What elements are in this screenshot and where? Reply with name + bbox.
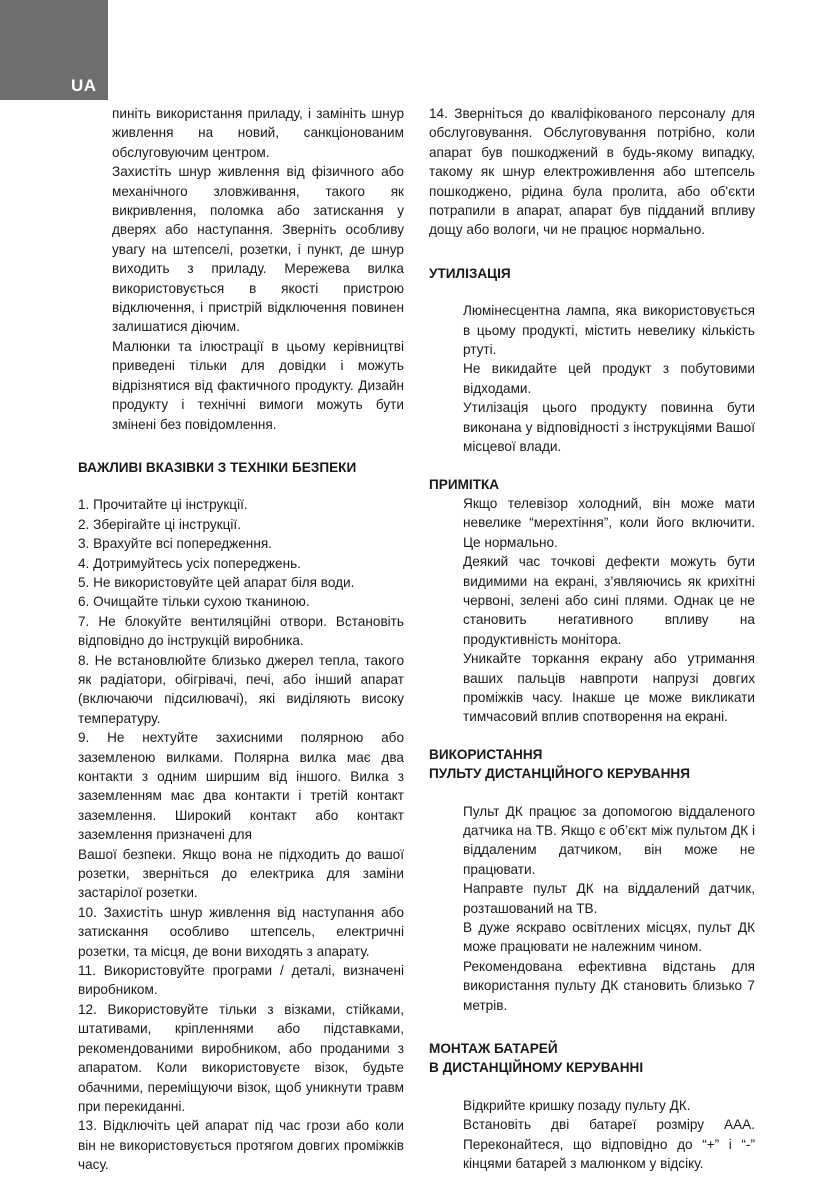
- safety-item-4: 4. Дотримуйтесь усіх попереджень.: [78, 555, 301, 571]
- intro-paragraph-2: Захистіть шнур живлення від фізичного або механічного зловживання, такого як викривлення, поломка або затискання у дверях або наступання. Зверніть особливу увагу на штепселі, розетки, і пункт, де шнур виходить з приладу. Мережева вилка використовується в якості пристрою відключення, і пристрій відключення повинен залишатися діючим.: [112, 164, 404, 335]
- remote-heading-line-2: ПУЛЬТУ ДИСТАНЦІЙНОГО КЕРУВАННЯ: [429, 766, 691, 782]
- language-tab: [0, 0, 108, 100]
- language-label: UA: [71, 76, 97, 95]
- safety-item-1: 1. Прочитайте ці інструкції.: [78, 497, 248, 513]
- safety-item-14: 14. Зверніться до кваліфікованого персоналу для обслуговування. Обслуговування потрібно, коли апарат був пошкоджений в будь-якому випадку, такому як шнур електроживлення або штепсель пошкоджено, рідина була пролита, або об'єкти потрапили в апарат, апарат був підданий впливу дощу або вологи, чи не працює нормально.: [429, 106, 755, 238]
- safety-item-7: 7. Не блокуйте вентиляційні отвори. Встановіть відповідно до інструкцій виробника.: [78, 613, 404, 649]
- remote-paragraph-3: В дуже яскраво освітлених місцях, пульт ДК може працювати не належним чином.: [463, 920, 755, 955]
- safety-item-6: 6. Очищайте тільки сухою тканиною.: [78, 594, 310, 610]
- note-paragraph-3: Уникайте торкання екрану або утримання ваших пальців навпроти напрузі довгих проміжків часу. Інакше це може викликати тимчасовий вплив спотворення на екрані.: [463, 651, 755, 725]
- remote-paragraph-4: Рекомендована ефективна відстань для використання пульту ДК становить близько 7 метрів.: [463, 958, 755, 1013]
- note-paragraph-2: Деякий час точкові дефекти можуть бути видимими на екрані, з’являючись як крихітні червоні, зелені або сині плями. Однак це не становить негативного впливу на продуктивність монітора.: [463, 554, 755, 647]
- safety-list: [78, 495, 404, 1174]
- battery-heading-line-1: МОНТАЖ БАТАРЕЙ: [429, 1041, 558, 1057]
- intro-paragraph-1: пиніть використання приладу, і замініть шнур живлення на новий, санкціонованим обслуговуючим центром.: [112, 106, 404, 160]
- left-column: [78, 104, 404, 1175]
- note-block: [429, 494, 755, 727]
- battery-heading-line-2: В ДИСТАНЦІЙНОМУ КЕРУВАННІ: [429, 1060, 644, 1076]
- intro-paragraph-3: Малюнки та ілюстрації в цьому керівництві приведені тільки для довідки і можуть відрізнятися від фактичного продукту. Дизайн продукту і технічні вимоги можуть бути змінені без повідомлення.: [112, 338, 404, 432]
- battery-block: [429, 1096, 755, 1174]
- disposal-paragraph-1: Люмінесцентна лампа, яка використовується в цьому продукті, містить невелику кількість ртуті.: [463, 303, 755, 358]
- note-heading: ПРИМІТКА: [429, 476, 500, 492]
- disposal-paragraph-3: Утилізація цього продукту повинна бути виконана у відповідності з інструкціями Вашої місцевої влади.: [463, 400, 755, 455]
- intro-block: [78, 104, 404, 434]
- safety-item-11: 11. Використовуйте програми / деталі, визначені виробником.: [78, 963, 404, 998]
- remote-paragraph-1: Пульт ДК працює за допомогою віддаленого датчика на ТВ. Якщо є об’єкт між пультом ДК і віддаленим датчиком, він може не працювати.: [463, 803, 755, 877]
- battery-paragraph-2: Встановіть дві батареї розміру ААА. Переконайтеся, що відповідно до “+” і “-” кінцями батарей з малюнком у відсіку.: [463, 1117, 755, 1172]
- safety-item-9: 9. Не нехтуйте захисними полярною або заземленою вилками. Полярна вилка має два контакти з одним ширшим від іншого. Вилка з заземленням має два контакти і третій контакт заземлення. Широкий контакт або контакт заземлення призначені для: [78, 730, 404, 843]
- remote-block: [429, 802, 755, 1015]
- battery-paragraph-1: Відкрийте кришку позаду пульту ДК.: [463, 1097, 691, 1113]
- disposal-paragraph-2: Не викидайте цей продукт з побутовими відходами.: [463, 361, 755, 396]
- note-paragraph-1: Якщо телевізор холодний, він може мати невелике “мерехтіння”, коли його включити. Це нормально.: [463, 495, 755, 550]
- safety-item-5: 5. Не використовуйте цей апарат біля води.: [78, 574, 355, 590]
- safety-item-9-continued: Вашої безпеки. Якщо вона не підходить до вашої розетки, зверніться до електрика для заміни застарілої розетки.: [78, 846, 404, 901]
- safety-item-2: 2. Зберігайте ці інструкції.: [78, 516, 241, 532]
- safety-item-10: 10. Захистіть шнур живлення від наступання або затискання особливо штепсель, електричні розетки, та місця, де вони виходять з апарату.: [78, 904, 404, 959]
- safety-heading: ВАЖЛИВІ ВКАЗІВКИ З ТЕХНІКИ БЕЗПЕКИ: [78, 459, 357, 475]
- disposal-heading: УТИЛІЗАЦІЯ: [429, 265, 511, 281]
- safety-item-3: 3. Врахуйте всі попередження.: [78, 536, 272, 552]
- safety-item-8: 8. Не встановлюйте близько джерел тепла, такого як радіатори, обігрівачі, печі, або інший апарат (включаючи підсилювачі), які виділяють високу температуру.: [78, 652, 404, 726]
- disposal-block: [429, 301, 755, 456]
- safety-item-13: 13. Відключіть цей апарат під час грози або коли він не використовується протягом довгих проміжків часу.: [78, 1118, 404, 1173]
- remote-heading-line-1: ВИКОРИСТАННЯ: [429, 746, 543, 762]
- safety-item-12: 12. Використовуйте тільки з візками, стійками, штативами, кріпленнями або підставками, рекомендованими виробником, або проданими з апаратом. Коли використовуєте візок, будьте обачними, переміщуючи візок, щоб уникнути травм при перекиданні.: [78, 1001, 404, 1114]
- right-column: [429, 104, 755, 1174]
- remote-paragraph-2: Направте пульт ДК на віддалений датчик, розташований на ТВ.: [463, 881, 755, 916]
